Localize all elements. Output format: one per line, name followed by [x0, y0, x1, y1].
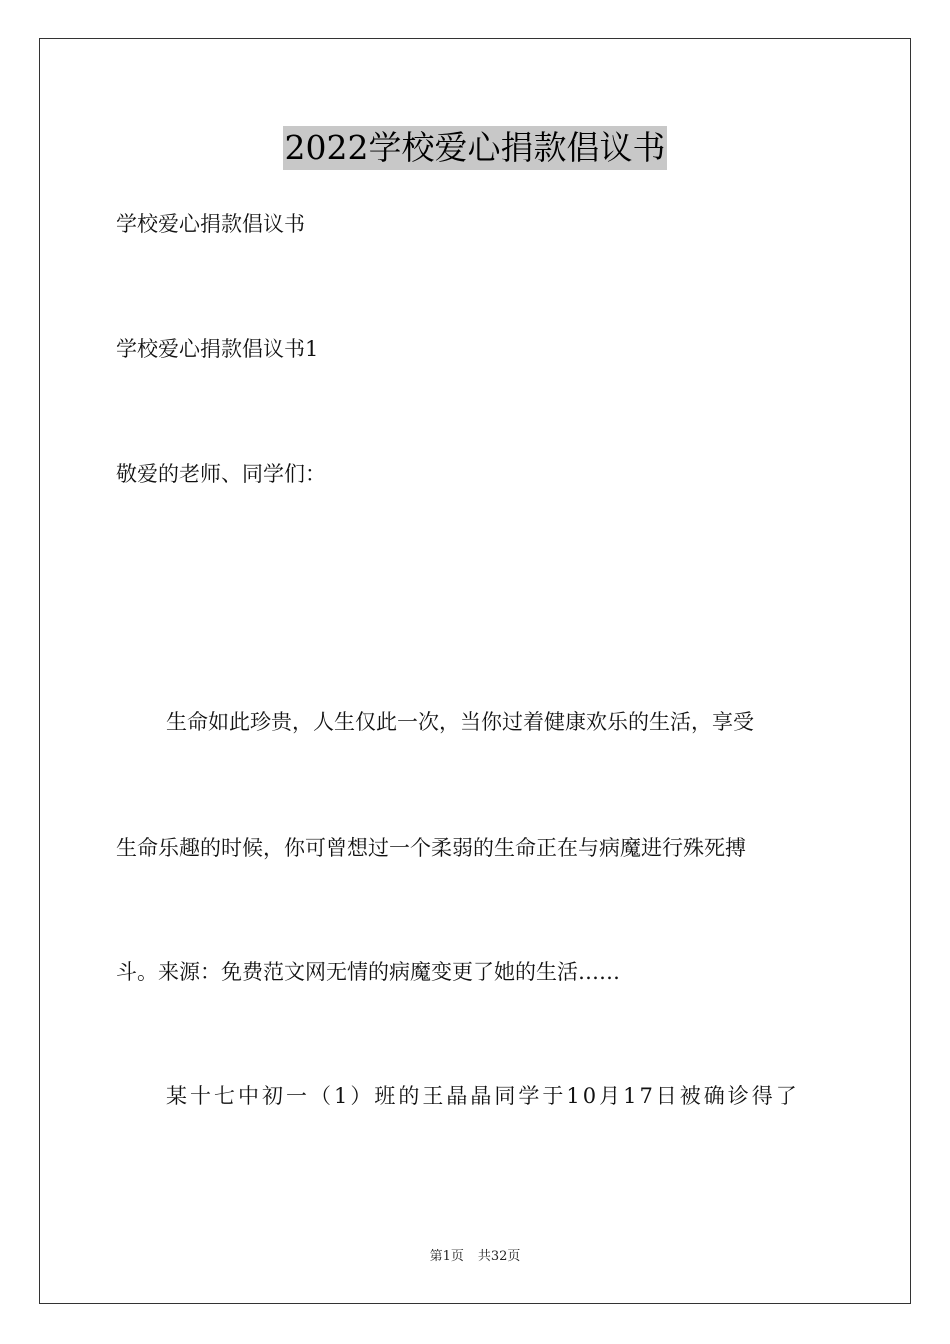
paragraph-line-3: 斗。来源：免费范文网无情的病魔变更了她的生活……: [116, 960, 620, 984]
title-container: [0, 126, 950, 170]
paragraph-line-2: 生命乐趣的时候，你可曾想过一个柔弱的生命正在与病魔进行殊死搏: [116, 836, 746, 860]
salutation: 敬爱的老师、同学们：: [116, 462, 326, 486]
document-title: 2022学校爱心捐款倡议书: [283, 126, 668, 170]
page-total: 共32页: [477, 1249, 521, 1264]
paragraph-line-4: 某十七中初一（1）班的王晶晶同学于10月17日被确诊得了: [166, 1084, 800, 1108]
section-heading: 学校爱心捐款倡议书1: [116, 337, 319, 361]
page-number: 第1页: [429, 1249, 464, 1264]
paragraph-line-1: 生命如此珍贵，人生仅此一次，当你过着健康欢乐的生活，享受: [166, 710, 754, 734]
page-footer: [0, 1248, 950, 1266]
document-subtitle: 学校爱心捐款倡议书: [116, 212, 305, 236]
